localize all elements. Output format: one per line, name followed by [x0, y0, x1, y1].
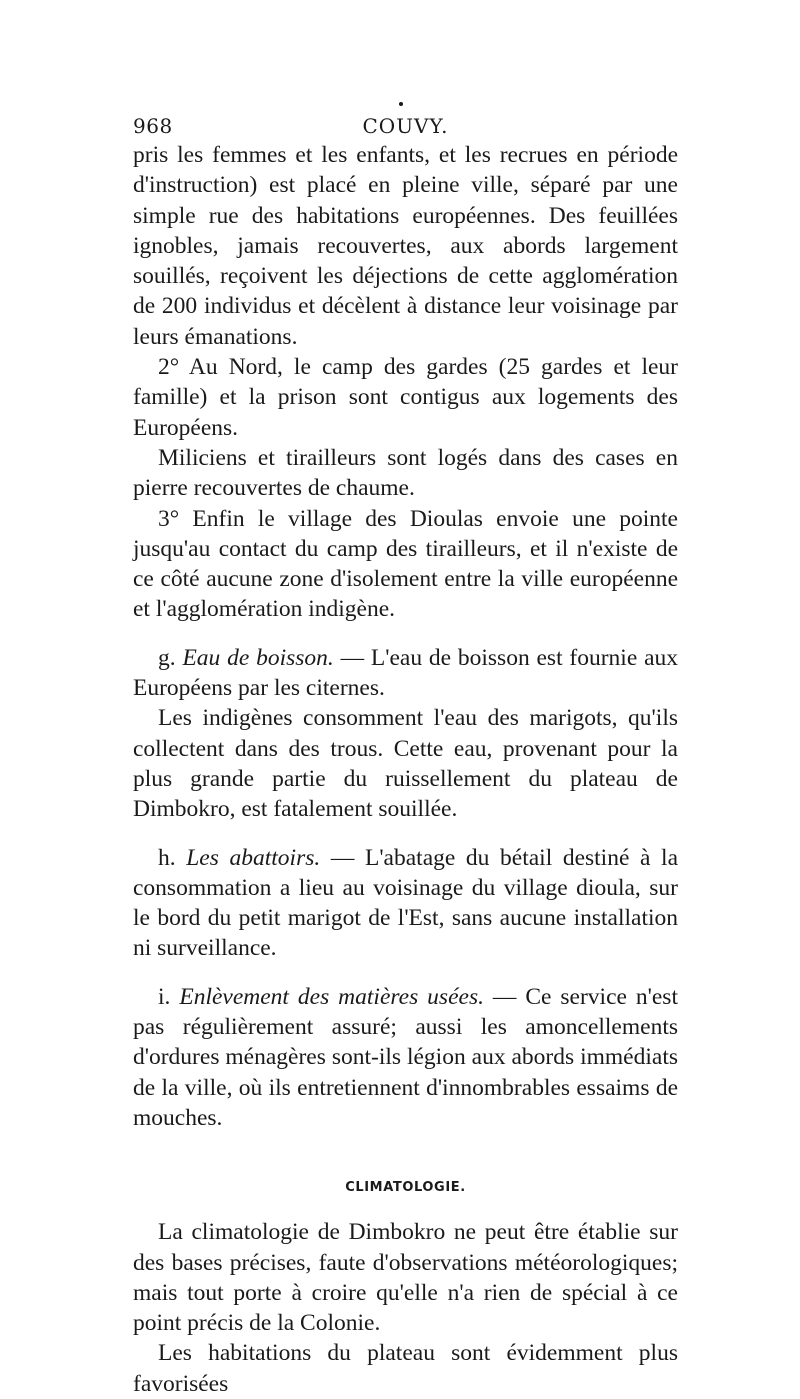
section-i-title: Enlèvement des matières usées.	[179, 983, 484, 1010]
paragraph-marigots: Les indigènes consomment l'eau des marigots, qu'ils collectent dans des trous. Cette eau, provenant pour la plus grande partie du ruissellement du plateau de Dimbokro, est fatalement souillée.	[133, 705, 678, 823]
section-h-label: h.	[158, 844, 176, 871]
section-heading-climatology: CLIMATOLOGIE.	[345, 1180, 466, 1196]
book-page	[133, 104, 678, 1399]
section-g-drinking-water	[133, 643, 678, 704]
ink-dot	[399, 102, 403, 106]
section-g-title: Eau de boisson.	[182, 644, 334, 671]
section-i-label: i.	[158, 983, 171, 1010]
section-h-text: — L'abatage du bétail destiné à la consommation a lieu au voisinage du village dioula, sur le bord du petit marigot de l'Est, sans aucune installation ni surveillance.	[133, 844, 678, 962]
paragraph-north-camp: 2° Au Nord, le camp des gardes (25 gardes et leur famille) et la prison sont contigus aux logements des Européens.	[133, 354, 678, 441]
paragraph-climatology: La climatologie de Dimbokro ne peut être établie sur des bases précises, faute d'observations météorologiques; mais tout porte à croire qu'elle n'a rien de spécial à ce point précis de la Colonie.	[133, 1219, 678, 1337]
section-h-abattoirs	[133, 843, 678, 964]
section-h-title: Les abattoirs.	[186, 844, 321, 871]
running-head	[133, 104, 678, 140]
paragraph-continuation: pris les femmes et les enfants, et les recrues en période d'instruction) est placé en pleine ville, séparé par une simple rue des habitations européennes. Des feuillées ignobles, jamais recouvertes, aux abords largement souillés, reçoivent les déjections de cette agglomération de 200 individus et décèlent à distance leur voisinage par leurs émanations.	[133, 142, 678, 350]
section-i-waste-removal	[133, 982, 678, 1133]
page-number: 968	[133, 114, 173, 138]
section-g-text: — L'eau de boisson est fournie aux Européens par les citernes.	[133, 644, 678, 702]
paragraph-militia: Miliciens et tirailleurs sont logés dans des cases en pierre recouvertes de chaume.	[133, 444, 678, 502]
running-title: COUVY.	[362, 114, 449, 138]
paragraph-dioula-village: 3° Enfin le village des Dioulas envoie une pointe jusqu'au contact du camp des tirailleurs, et il n'existe de ce côté aucune zone d'isolement entre la ville européenne et l'agglomération indigène.	[133, 505, 678, 623]
section-g-label: g.	[158, 644, 176, 671]
paragraph-plateau-dwellings: Les habitations du plateau sont évidemment plus favorisées	[133, 1340, 678, 1397]
section-i-text: — Ce service n'est pas régulièrement assuré; aussi les amoncellements d'ordures ménagères sont-ils légion aux abords immédiats de la ville, où ils entretiennent d'innombrables essaims de mouches.	[133, 983, 678, 1131]
